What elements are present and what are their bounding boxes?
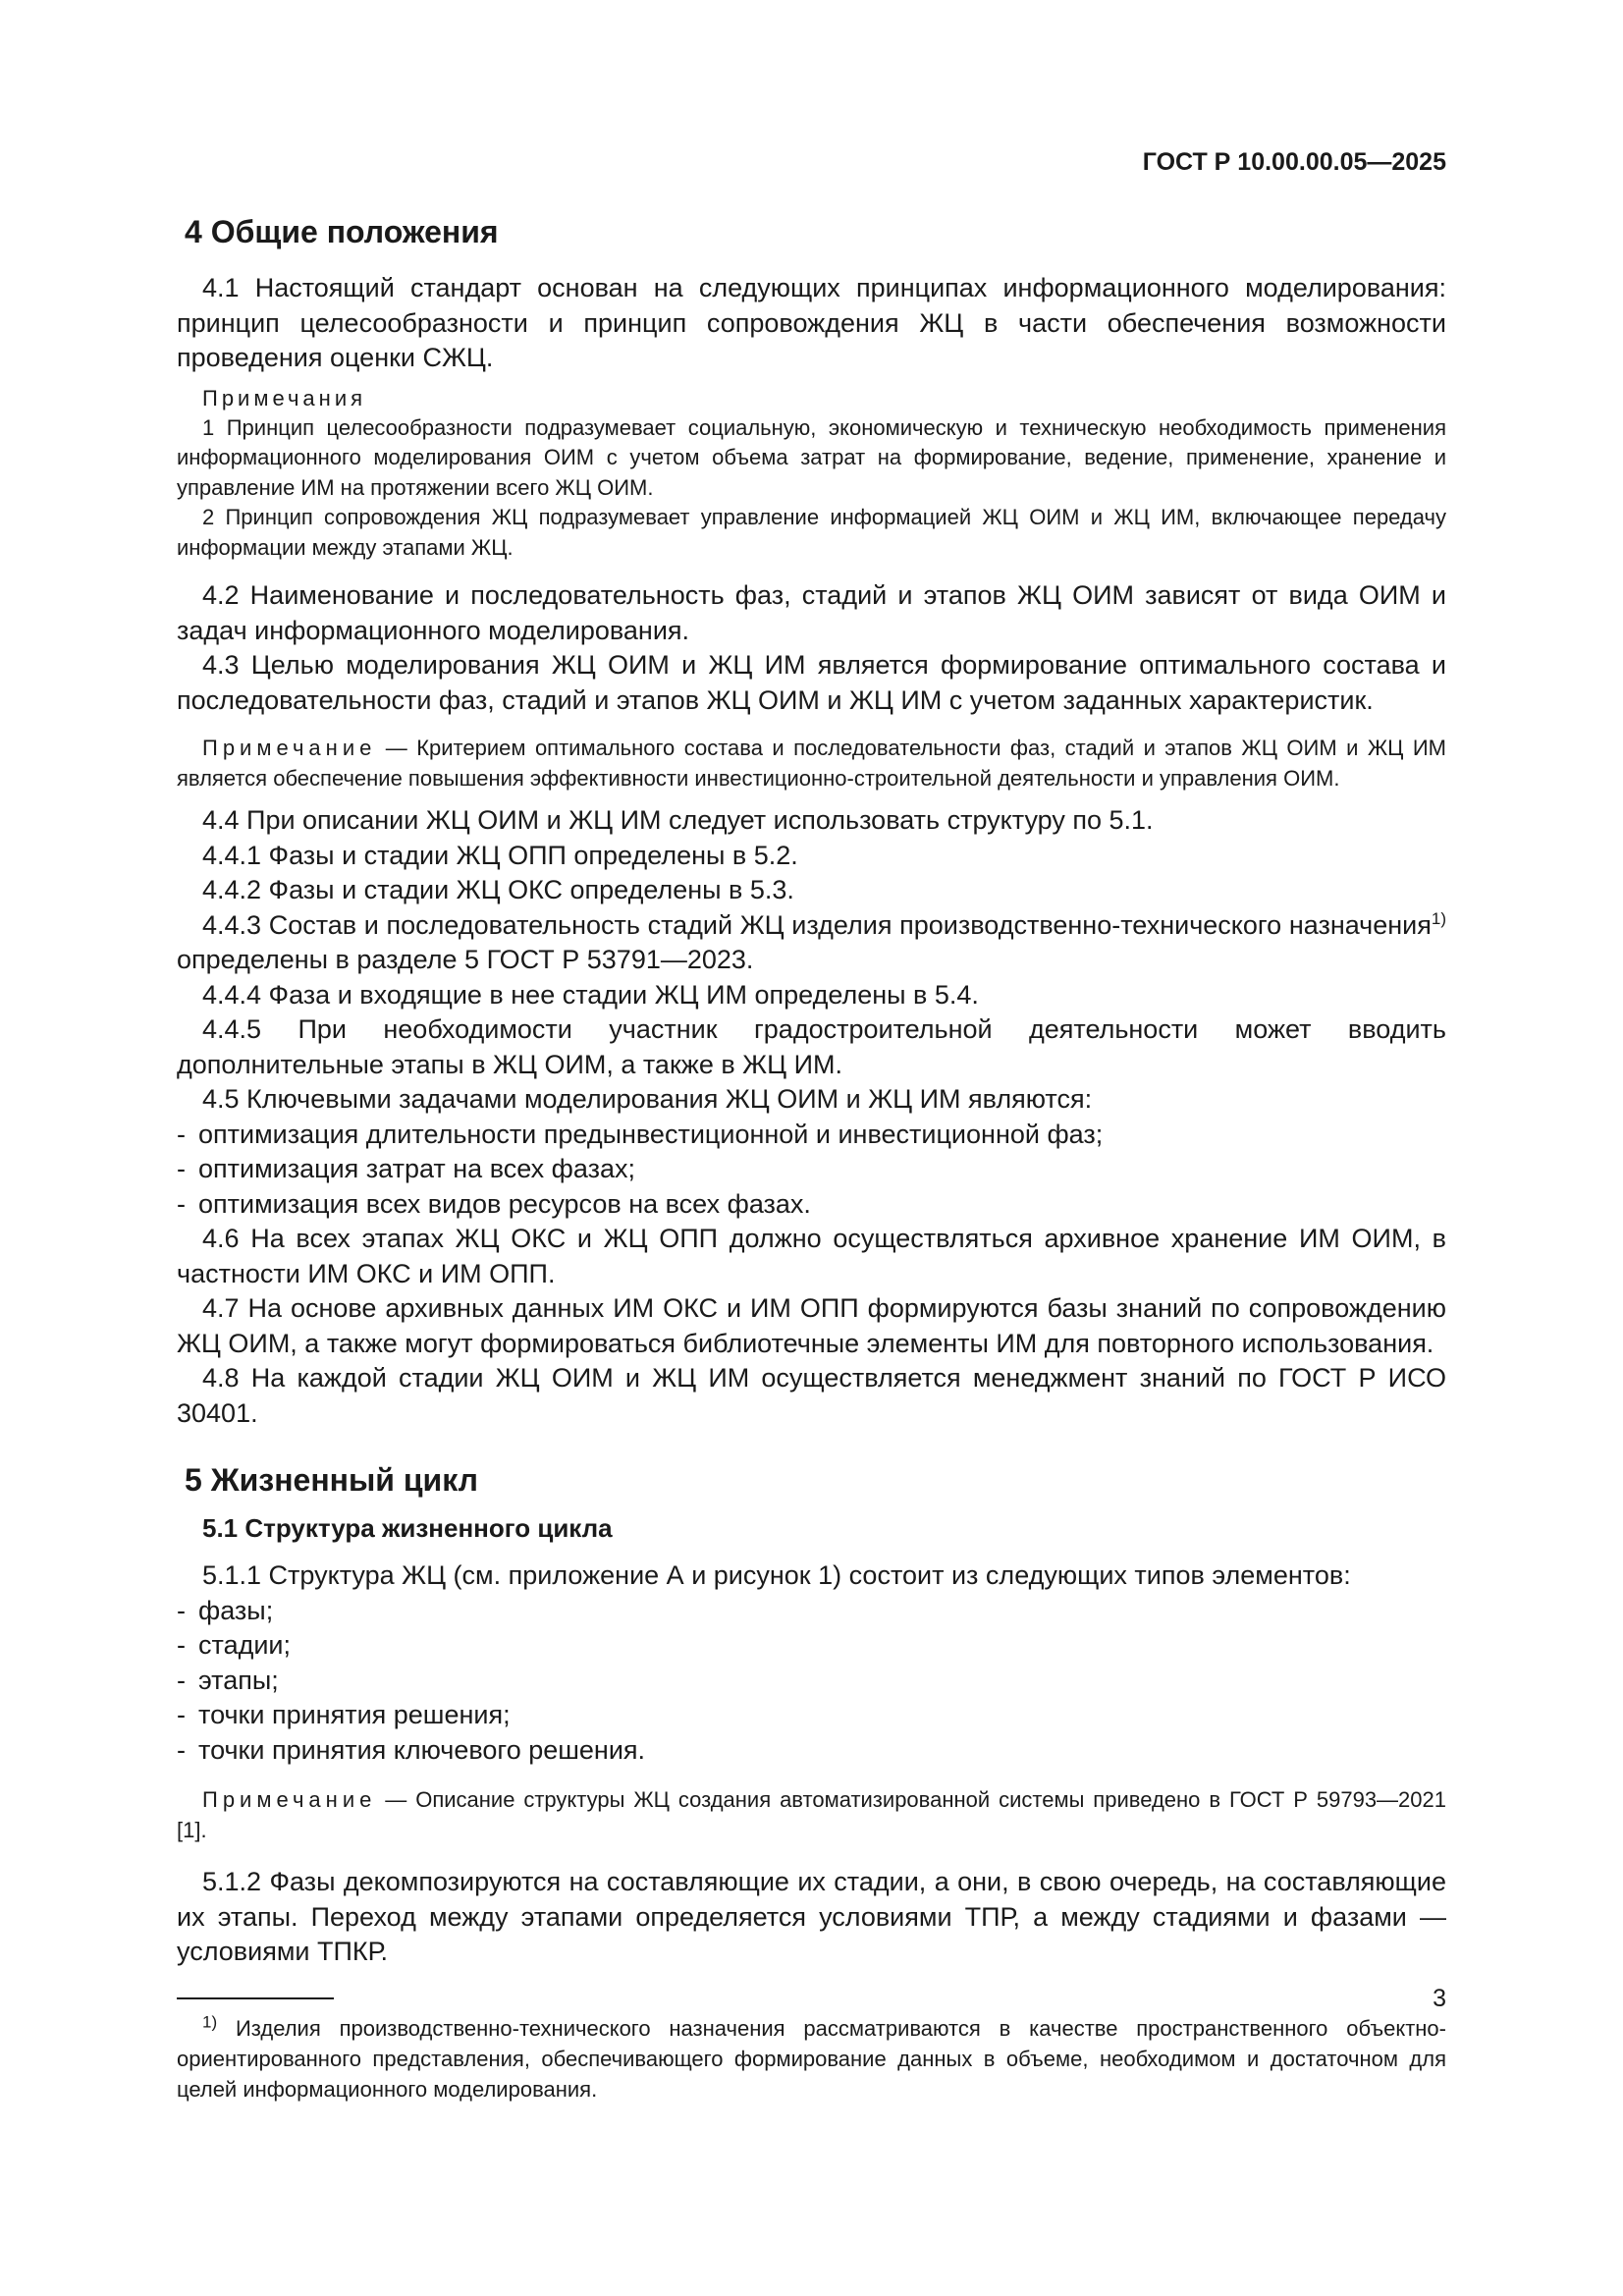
- paragraph-4-5: 4.5 Ключевыми задачами моделирования ЖЦ ОИМ и ЖЦ ИМ являются:: [202, 1084, 1093, 1114]
- note-4: [177, 1785, 1446, 1845]
- list-item: - оптимизация длительности предынвестиционной и инвестиционной фаз;: [177, 1119, 1104, 1149]
- note-1: 1 Принцип целесообразности подразумевает социальную, экономическую и техническую необходимость применения информационного моделирования ОИМ с учетом объема затрат на формирование, ведение, применение, хранение и управление ИМ на протяжении всего ЖЦ ОИМ.: [177, 414, 1446, 500]
- note-2: 2 Принцип сопровождения ЖЦ подразумевает управление информацией ЖЦ ОИМ и ЖЦ ИМ, включающее передачу информации между этапами ЖЦ.: [177, 505, 1446, 560]
- page-number: 3: [1433, 1985, 1446, 2012]
- footnote-ref: 1): [1431, 908, 1446, 928]
- paragraph-4-4: 4.4 При описании ЖЦ ОИМ и ЖЦ ИМ следует использовать структуру по 5.1.: [202, 805, 1154, 835]
- list-item: - точки принятия решения;: [177, 1700, 511, 1729]
- paragraph-4-7: 4.7 На основе архивных данных ИМ ОКС и ИМ ОПП формируются базы знаний по сопровождению ЖЦ ОИМ, а также могут формироваться библиотечные элементы ИМ для повторного использования.: [177, 1293, 1446, 1358]
- paragraph-4-3: 4.3 Целью моделирования ЖЦ ОИМ и ЖЦ ИМ является формирование оптимального состава и последовательности фаз, стадий и этапов ЖЦ ОИМ и ЖЦ ИМ с учетом заданных характеристик.: [177, 650, 1446, 715]
- paragraph-5-1-2: 5.1.2 Фазы декомпозируются на составляющие их стадии, а они, в свою очередь, на составляющие их этапы. Переход между этапами определяется условиями ТПР, а между стадиями и фазами — условиями ТПКР.: [177, 1867, 1446, 1966]
- paragraph-4-6: 4.6 На всех этапах ЖЦ ОКС и ЖЦ ОПП должно осуществляться архивное хранение ИМ ОИМ, в частности ИМ ОКС и ИМ ОПП.: [177, 1224, 1446, 1288]
- list-item: - оптимизация всех видов ресурсов на всех фазах.: [177, 1188, 811, 1219]
- footnote-text: Изделия производственно-технического назначения рассматриваются в качестве пространственного объектно-ориентированного представления, обеспечивающего формирование данных в объеме, необходимом и достаточном для целей информационного моделирования.: [177, 2015, 1446, 2102]
- list-item: - оптимизация затрат на всех фазах;: [177, 1154, 635, 1183]
- list-item: - фазы;: [177, 1595, 274, 1625]
- note-4-text: — Описание структуры ЖЦ создания автоматизированной системы приведено в ГОСТ Р 59793—2021 [1].: [177, 1787, 1446, 1842]
- footnote-divider: [177, 1997, 334, 1999]
- notes-heading: Примечания: [202, 385, 367, 410]
- paragraph-4-4-2: 4.4.2 Фазы и стадии ЖЦ ОКС определены в 5.3.: [202, 875, 794, 904]
- paragraph-5-1-1: 5.1.1 Структура ЖЦ (см. приложение А и рисунок 1) состоит из следующих типов элементов:: [202, 1560, 1351, 1590]
- note-3: [177, 734, 1446, 793]
- paragraph-4-4-3-rest: определены в разделе 5 ГОСТ Р 53791—2023.: [177, 945, 754, 974]
- note-4-label: Примечание: [202, 1787, 377, 1812]
- paragraph-4-4-5: 4.4.5 При необходимости участник градостроительной деятельности может вводить дополнительные этапы в ЖЦ ОИМ, а также в ЖЦ ИМ.: [177, 1014, 1446, 1079]
- paragraph-4-4-3: [177, 908, 1446, 978]
- paragraph-4-4-3-text: 4.4.3 Состав и последовательность стадий ЖЦ изделия производственно-технического назначения: [202, 909, 1432, 940]
- paragraph-4-2: 4.2 Наименование и последовательность фаз, стадий и этапов ЖЦ ОИМ зависят от вида ОИМ и задач информационного моделирования.: [177, 580, 1446, 645]
- section-5-title: 5 Жизненный цикл: [185, 1462, 478, 1498]
- list-item: - точки принятия ключевого решения.: [177, 1734, 646, 1765]
- document-number: ГОСТ Р 10.00.00.05—2025: [1142, 148, 1446, 176]
- list-item: - стадии;: [177, 1630, 291, 1660]
- footnote: [177, 2013, 1446, 2105]
- paragraph-4-8: 4.8 На каждой стадии ЖЦ ОИМ и ЖЦ ИМ осуществляется менеджмент знаний по ГОСТ Р ИСО 30401.: [177, 1363, 1446, 1428]
- subsection-5-1-title: 5.1 Структура жизненного цикла: [202, 1513, 613, 1543]
- paragraph-4-4-4: 4.4.4 Фаза и входящие в нее стадии ЖЦ ИМ определены в 5.4.: [202, 979, 979, 1010]
- note-3-text: — Критерием оптимального состава и последовательности фаз, стадий и этапов ЖЦ ОИМ и ЖЦ ИМ является обеспечение повышения эффективности инвестиционно-строительной деятельности и управления ОИМ.: [177, 736, 1446, 791]
- paragraph-4-4-1: 4.4.1 Фазы и стадии ЖЦ ОПП определены в 5.2.: [202, 840, 798, 870]
- list-item: - этапы;: [177, 1665, 279, 1695]
- section-4-title: 4 Общие положения: [185, 214, 499, 249]
- paragraph-4-1: 4.1 Настоящий стандарт основан на следующих принципах информационного моделирования: принцип целесообразности и принцип сопровождения ЖЦ в части обеспечения возможности проведения оценки СЖЦ.: [177, 273, 1446, 372]
- footnote-marker: 1): [202, 2012, 218, 2032]
- note-3-label: Примечание: [202, 736, 377, 760]
